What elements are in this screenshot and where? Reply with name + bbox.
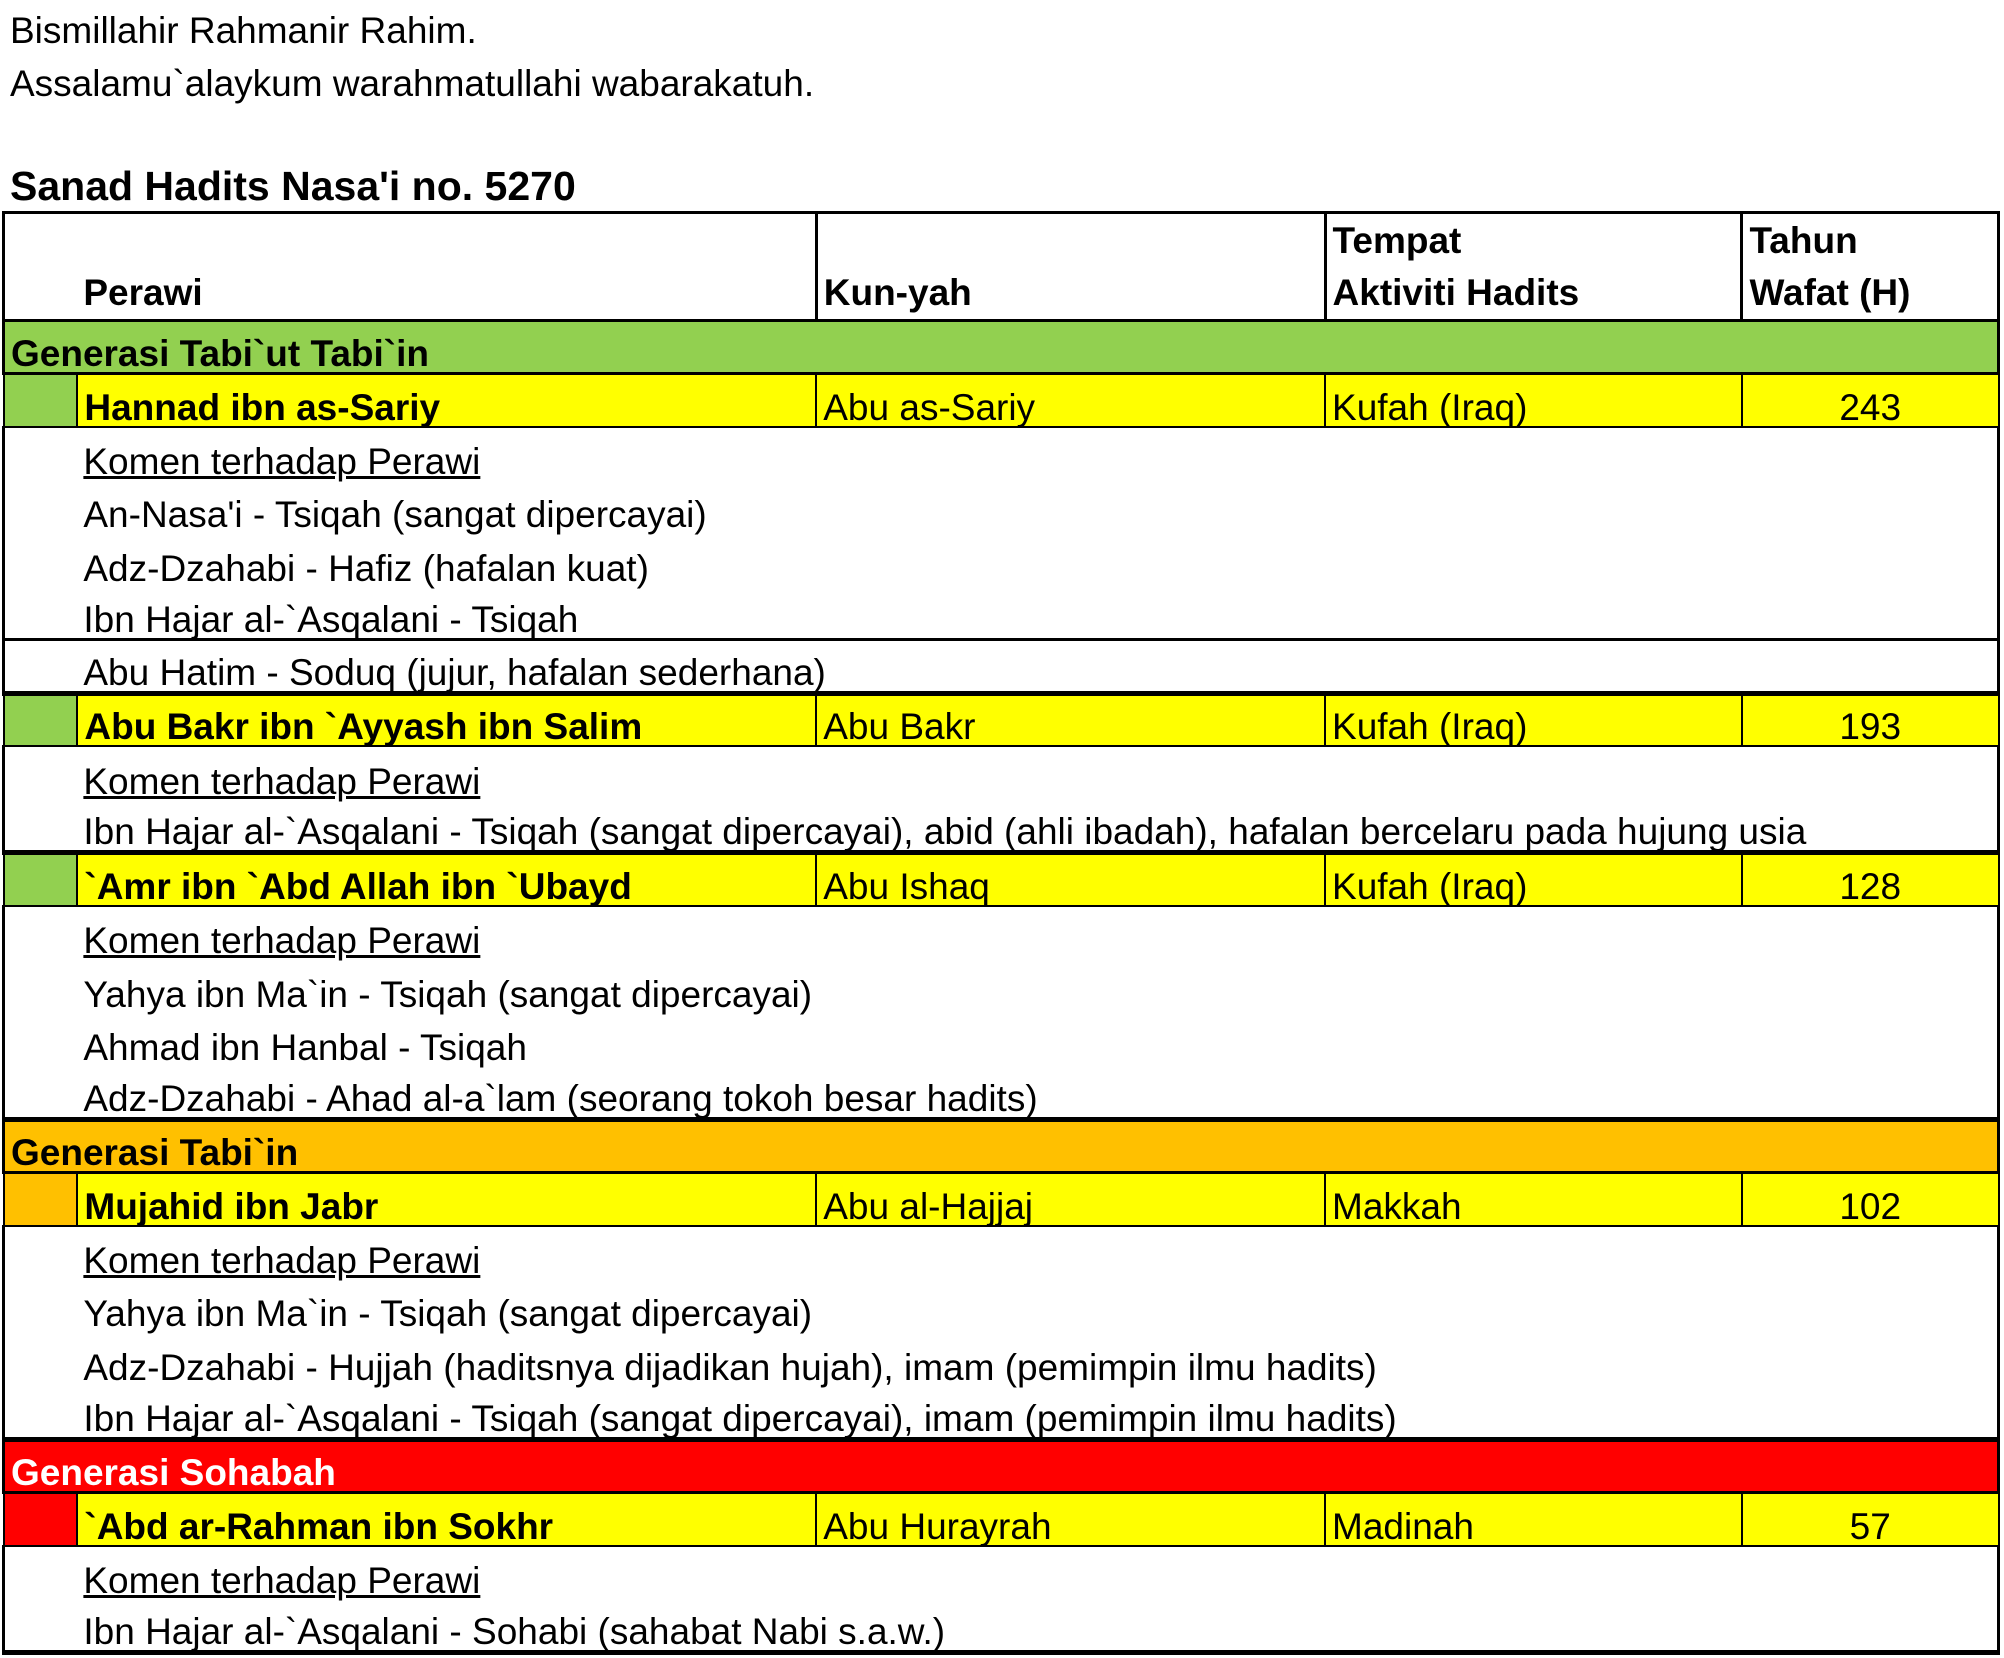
generation-row — [4, 1439, 1999, 1492]
comment-line: Ibn Hajar al-`Asqalani - Sohabi (sahabat Nabi s.a.w.) — [83, 1611, 946, 1652]
comment-text-cell — [77, 1599, 1998, 1653]
generation-color-marker — [4, 373, 78, 426]
generation-row — [4, 320, 1999, 373]
narrator-place: Madinah — [1325, 1492, 1742, 1545]
comment-text-cell — [77, 533, 1998, 589]
narrator-name: Abu Bakr ibn `Ayyash ibn Salim — [77, 693, 816, 746]
header-tahun-line2: Wafat (H) — [1749, 271, 1911, 313]
comment-text-cell — [77, 480, 1998, 536]
comment-indent — [4, 1066, 78, 1119]
generation-color-marker — [4, 693, 78, 746]
comment-heading: Komen terhadap Perawi — [83, 1240, 481, 1282]
generation-color-marker — [4, 1173, 78, 1226]
comment-text-cell — [77, 1066, 1998, 1119]
comment-line: Abu Hatim - Soduq (jujur, hafalan sederhana) — [83, 651, 826, 693]
comment-line: Yahya ibn Ma`in - Tsiqah (sangat dipercayai) — [83, 973, 813, 1015]
narrator-death-year: 57 — [1742, 1492, 1999, 1545]
intro-line-2: Assalamu`alaykum warahmatullahi wabarakatuh. — [10, 63, 815, 104]
narrator-row — [4, 693, 1999, 746]
comment-indent — [4, 800, 78, 853]
generation-color-marker — [4, 853, 78, 906]
comment-indent — [4, 1386, 78, 1439]
comment-text-cell — [77, 959, 1998, 1015]
comment-text-cell — [77, 800, 1998, 853]
comment-row — [4, 1386, 1999, 1439]
generation-label: Generasi Tabi`ut Tabi`in — [4, 320, 1999, 373]
generation-row — [4, 1119, 1999, 1172]
comment-line: Adz-Dzahabi - Ahad al-a`lam (seorang tokoh besar hadits) — [83, 1077, 1038, 1119]
narrator-row — [4, 373, 1999, 426]
comment-indent — [4, 1013, 78, 1066]
narrator-kunyah: Abu Bakr — [816, 693, 1325, 746]
narrator-kunyah: Abu Ishaq — [816, 853, 1325, 906]
comment-row — [4, 533, 1999, 586]
comment-text-cell — [77, 906, 1998, 962]
intro-greeting — [10, 4, 814, 110]
comment-heading: Komen terhadap Perawi — [83, 760, 481, 802]
narrator-death-year: 193 — [1742, 693, 1999, 746]
comment-indent — [4, 1279, 78, 1332]
narrator-place: Kufah (Iraq) — [1325, 853, 1742, 906]
header-tempat-line1: Tempat — [1332, 219, 1462, 261]
header-kunyah — [816, 213, 1325, 321]
comment-indent — [4, 1599, 78, 1653]
comment-line: An-Nasa'i - Tsiqah (sangat dipercayai) — [83, 494, 707, 536]
comment-text-cell — [77, 1386, 1998, 1439]
comment-heading: Komen terhadap Perawi — [83, 440, 481, 482]
narrator-row — [4, 1492, 1999, 1545]
narrator-name: `Abd ar-Rahman ibn Sokhr — [77, 1492, 816, 1545]
header-tahun-line1: Tahun — [1749, 219, 1858, 261]
comment-indent — [4, 1546, 78, 1599]
narrator-place: Kufah (Iraq) — [1325, 693, 1742, 746]
comment-text-cell — [77, 427, 1998, 480]
narrator-death-year: 128 — [1742, 853, 1999, 906]
comment-indent — [4, 533, 78, 586]
comment-text-cell — [77, 746, 1998, 802]
comment-row — [4, 1546, 1999, 1599]
comment-indent — [4, 427, 78, 480]
narrator-row — [4, 1173, 1999, 1226]
comment-line: Adz-Dzahabi - Hafiz (hafalan kuat) — [83, 547, 649, 589]
narrator-death-year: 102 — [1742, 1173, 1999, 1226]
comment-row — [4, 427, 1999, 480]
comment-line: Adz-Dzahabi - Hujjah (haditsnya dijadikan hujah), imam (pemimpin ilmu hadits) — [83, 1346, 1377, 1388]
comment-row — [4, 587, 1999, 640]
narrator-death-year: 243 — [1742, 373, 1999, 426]
comment-indent — [4, 906, 78, 959]
narrator-name: Mujahid ibn Jabr — [77, 1173, 816, 1226]
comment-row — [4, 1013, 1999, 1066]
comment-indent — [4, 1332, 78, 1385]
narrator-name: Hannad ibn as-Sariy — [77, 373, 816, 426]
generation-color-marker — [4, 1492, 78, 1545]
header-tahun — [1742, 213, 1999, 321]
comment-indent — [4, 480, 78, 533]
narrator-place: Makkah — [1325, 1173, 1742, 1226]
comment-line: Yahya ibn Ma`in - Tsiqah (sangat dipercayai) — [83, 1293, 813, 1335]
narrator-kunyah: Abu Hurayrah — [816, 1492, 1325, 1545]
comment-text-cell — [77, 1279, 1998, 1335]
comment-text-cell — [77, 640, 1998, 693]
comment-row — [4, 906, 1999, 959]
generation-label: Generasi Tabi`in — [4, 1119, 1999, 1172]
narrator-place: Kufah (Iraq) — [1325, 373, 1742, 426]
comment-text-cell — [77, 1332, 1998, 1388]
narrator-kunyah: Abu as-Sariy — [816, 373, 1325, 426]
header-tempat-line2: Aktiviti Hadits — [1332, 271, 1580, 313]
sanad-table — [2, 211, 2000, 1655]
table-header-row — [4, 213, 1999, 321]
comment-row — [4, 1599, 1999, 1653]
intro-line-1: Bismillahir Rahmanir Rahim. — [10, 10, 477, 51]
narrator-kunyah: Abu al-Hajjaj — [816, 1173, 1325, 1226]
comment-line: Ahmad ibn Hanbal - Tsiqah — [83, 1027, 527, 1069]
header-tempat — [1325, 213, 1742, 321]
comment-line: Ibn Hajar al-`Asqalani - Tsiqah (sangat dipercayai), abid (ahli ibadah), hafalan bercelaru pada hujung usia — [83, 811, 1807, 853]
comment-text-cell — [77, 1546, 1998, 1599]
header-perawi: Perawi — [77, 213, 816, 321]
comment-row — [4, 959, 1999, 1012]
comment-row — [4, 480, 1999, 533]
comment-indent — [4, 587, 78, 640]
header-kunyah-label: Kun-yah — [823, 271, 972, 313]
comment-row — [4, 1332, 1999, 1385]
comment-row — [4, 1226, 1999, 1279]
comment-row — [4, 640, 1999, 693]
comment-text-cell — [77, 1013, 1998, 1069]
comment-text-cell — [77, 1226, 1998, 1282]
comment-row — [4, 746, 1999, 799]
comment-indent — [4, 1226, 78, 1279]
header-marker-cell — [4, 213, 78, 321]
comment-row — [4, 1279, 1999, 1332]
comment-line: Ibn Hajar al-`Asqalani - Tsiqah (sangat dipercayai), imam (pemimpin ilmu hadits) — [83, 1397, 1397, 1439]
narrator-row — [4, 853, 1999, 906]
narrator-name: `Amr ibn `Abd Allah ibn `Ubayd — [77, 853, 816, 906]
comment-row — [4, 800, 1999, 853]
comment-row — [4, 1066, 1999, 1119]
comment-indent — [4, 746, 78, 799]
comment-indent — [4, 640, 78, 693]
comment-heading: Komen terhadap Perawi — [83, 1559, 481, 1601]
document-title: Sanad Hadits Nasa'i no. 5270 — [10, 163, 576, 209]
comment-line: Ibn Hajar al-`Asqalani - Tsiqah — [83, 599, 579, 641]
comment-text-cell — [77, 587, 1998, 640]
comment-indent — [4, 959, 78, 1012]
generation-label: Generasi Sohabah — [4, 1439, 1999, 1492]
comment-heading: Komen terhadap Perawi — [83, 920, 481, 962]
sanad-table-body — [4, 213, 1999, 1653]
